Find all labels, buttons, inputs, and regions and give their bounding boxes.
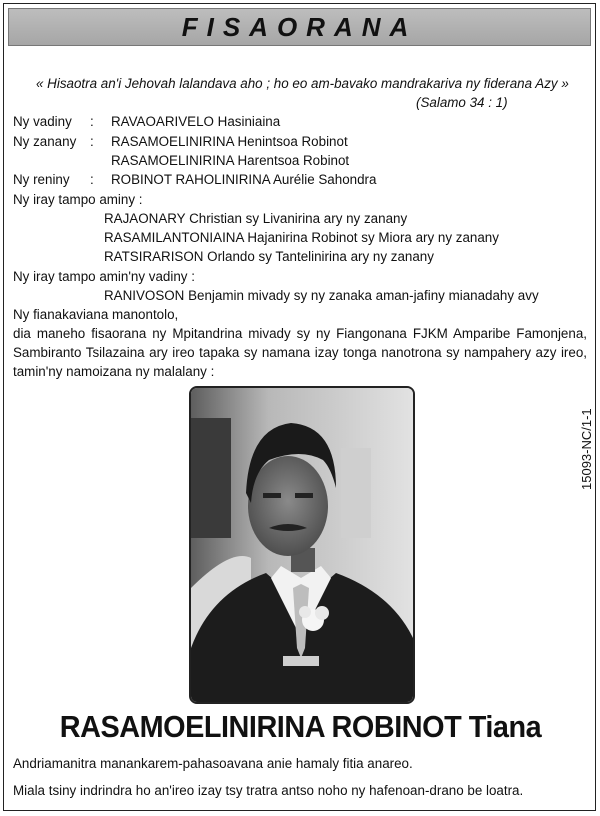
- closing-blessing: Andriamanitra manankarem-pahasoavana anie hamaly fitia anareo.: [13, 756, 413, 771]
- portrait-image: [191, 388, 413, 702]
- children-row: Ny zanany : RASAMOELINIRINA Henintsoa Robinot: [13, 134, 348, 149]
- memorial-notice: [3, 3, 596, 811]
- bible-verse: « Hisaotra an'i Jehovah lalandava aho ; ho eo am-bavako mandrakariva ny fiderana Azy »: [36, 76, 569, 91]
- child-name: RASAMOELINIRINA Harentsoa Robinot: [111, 153, 350, 168]
- sibling-entry: RASAMILANTONIAINA Hajanirina Robinot sy Miora ary ny zanany: [104, 230, 499, 245]
- verse-reference: (Salamo 34 : 1): [416, 95, 508, 110]
- mother-label: Ny reniny: [13, 172, 70, 187]
- notice-title: FISAORANA: [181, 11, 418, 42]
- spouse-name: RAVAOARIVELO Hasiniaina: [111, 114, 281, 129]
- siblings-label: Ny iray tampo aminy :: [13, 192, 143, 207]
- family-line: Ny fianakaviana manontolo,: [13, 307, 179, 322]
- child-name: RASAMOELINIRINA Henintsoa Robinot: [111, 134, 348, 149]
- sibling-entry: RAJAONARY Christian sy Livanirina ary ny zanany: [104, 211, 408, 226]
- thanks-line: tamin'ny namoizana ny malalany :: [13, 364, 215, 379]
- spouse-label: Ny vadiny: [13, 114, 72, 129]
- closing-apology: Miala tsiny indrindra ho an'ireo izay tsy tratra antso noho ny hafenoan-drano be loatra.: [13, 783, 524, 798]
- thanks-line: dia maneho fisaorana ny Mpitandrina mivady sy ny Fiangonana FJKM Amparibe Famonjena,: [13, 326, 587, 341]
- sibling-entry: RATSIRARISON Orlando sy Tantelinirina ary ny zanany: [104, 249, 434, 264]
- title-banner: [8, 8, 591, 46]
- spouse-sibling-entry: RANIVOSON Benjamin mivady sy ny zanaka aman-jafiny mianadahy avy: [104, 288, 539, 303]
- mother-row: Ny reniny : ROBINOT RAHOLINIRINA Aurélie Sahondra: [13, 172, 377, 187]
- ad-reference-code: 15093-NC/1-1: [579, 408, 594, 490]
- spouse-row: Ny vadiny : RAVAOARIVELO Hasiniaina: [13, 114, 281, 129]
- mother-name: ROBINOT RAHOLINIRINA Aurélie Sahondra: [111, 172, 377, 187]
- spouse-siblings-label: Ny iray tampo amin'ny vadiny :: [13, 269, 195, 284]
- thanks-line: Sambiranto Tsilazaina ary ireo tapaka sy namana izay tonga nanotrona sy nampahery azy ireo,: [13, 345, 587, 360]
- portrait-photo: [189, 386, 415, 704]
- children-label: Ny zanany: [13, 134, 77, 149]
- deceased-name: RASAMOELINIRINA ROBINOT Tiana: [59, 709, 542, 744]
